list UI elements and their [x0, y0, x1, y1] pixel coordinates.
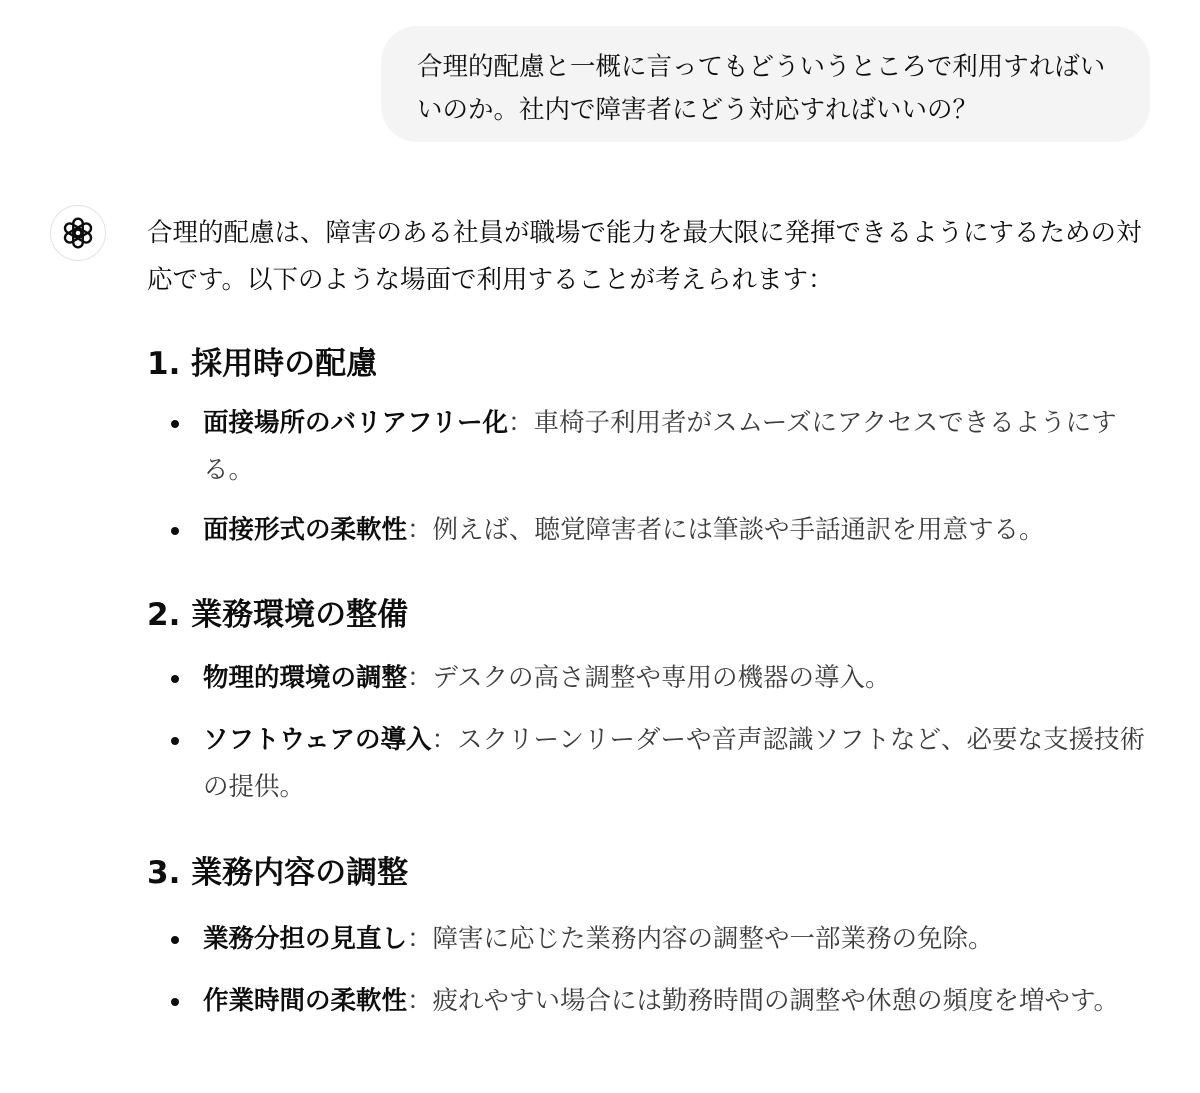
user-message-bubble [381, 26, 1150, 142]
assistant-intro-text: 合理的配慮は、障害のある社員が職場で能力を最大限に発揮できるようにするための対応です。以下のような場面で利用することが考えられます： [147, 218, 1142, 295]
bullet-description: デスクの高さ調整や専用の機器の導入。 [432, 663, 891, 693]
bullet-dot [171, 998, 179, 1006]
bullet-term: 面接形式の柔軟性 [203, 515, 408, 545]
user-message-text: 合理的配慮と一概に言ってもどういうところで利用すればいいのか。社内で障害者にどう対応すればいいの？ [417, 52, 1106, 125]
bullet-description: 車椅子利用者がスムーズにアクセスできるようにする。 [203, 408, 1117, 485]
list-item [147, 978, 1147, 1025]
assistant-response [147, 210, 1147, 1025]
bullet-term: 物理的環境の調整 [203, 663, 408, 693]
section-list-job-content [147, 916, 1147, 1025]
bullet-description: 障害に応じた業務内容の調整や一部業務の免除。 [432, 924, 994, 954]
list-item [147, 400, 1147, 494]
bullet-separator: ： [407, 924, 433, 954]
bullet-dot [171, 737, 179, 745]
section-heading-work-environment: 2. 業務環境の整備 [147, 597, 409, 633]
openai-logo-icon [61, 216, 95, 250]
bullet-dot [171, 527, 179, 535]
list-item [147, 916, 1147, 963]
bullet-separator: ： [407, 986, 433, 1016]
section-list-recruitment [147, 400, 1147, 554]
bullet-term: 作業時間の柔軟性 [203, 986, 408, 1016]
assistant-avatar [50, 205, 106, 261]
bullet-description: スクリーンリーダーや音声認識ソフトなど、必要な支援技術の提供。 [203, 725, 1145, 802]
list-item [147, 717, 1147, 811]
bullet-term: ソフトウェアの導入 [203, 725, 432, 755]
bullet-term: 業務分担の見直し [203, 924, 408, 954]
bullet-dot [171, 936, 179, 944]
list-item [147, 507, 1147, 554]
bullet-dot [171, 675, 179, 683]
section-heading-job-content: 3. 業務内容の調整 [147, 855, 409, 891]
section-list-work-environment [147, 655, 1147, 811]
bullet-separator: ： [407, 515, 433, 545]
list-item [147, 655, 1147, 702]
bullet-separator: ： [431, 725, 457, 755]
section-heading-recruitment: 1. 採用時の配慮 [147, 346, 378, 382]
bullet-dot [171, 420, 179, 428]
bullet-separator: ： [407, 663, 433, 693]
bullet-separator: ： [507, 408, 534, 438]
bullet-term: 面接場所のバリアフリー化 [203, 408, 508, 438]
bullet-description: 疲れやすい場合には勤務時間の調整や休憩の頻度を増やす。 [432, 986, 1119, 1016]
bullet-description: 例えば、聴覚障害者には筆談や手話通訳を用意する。 [432, 515, 1045, 545]
